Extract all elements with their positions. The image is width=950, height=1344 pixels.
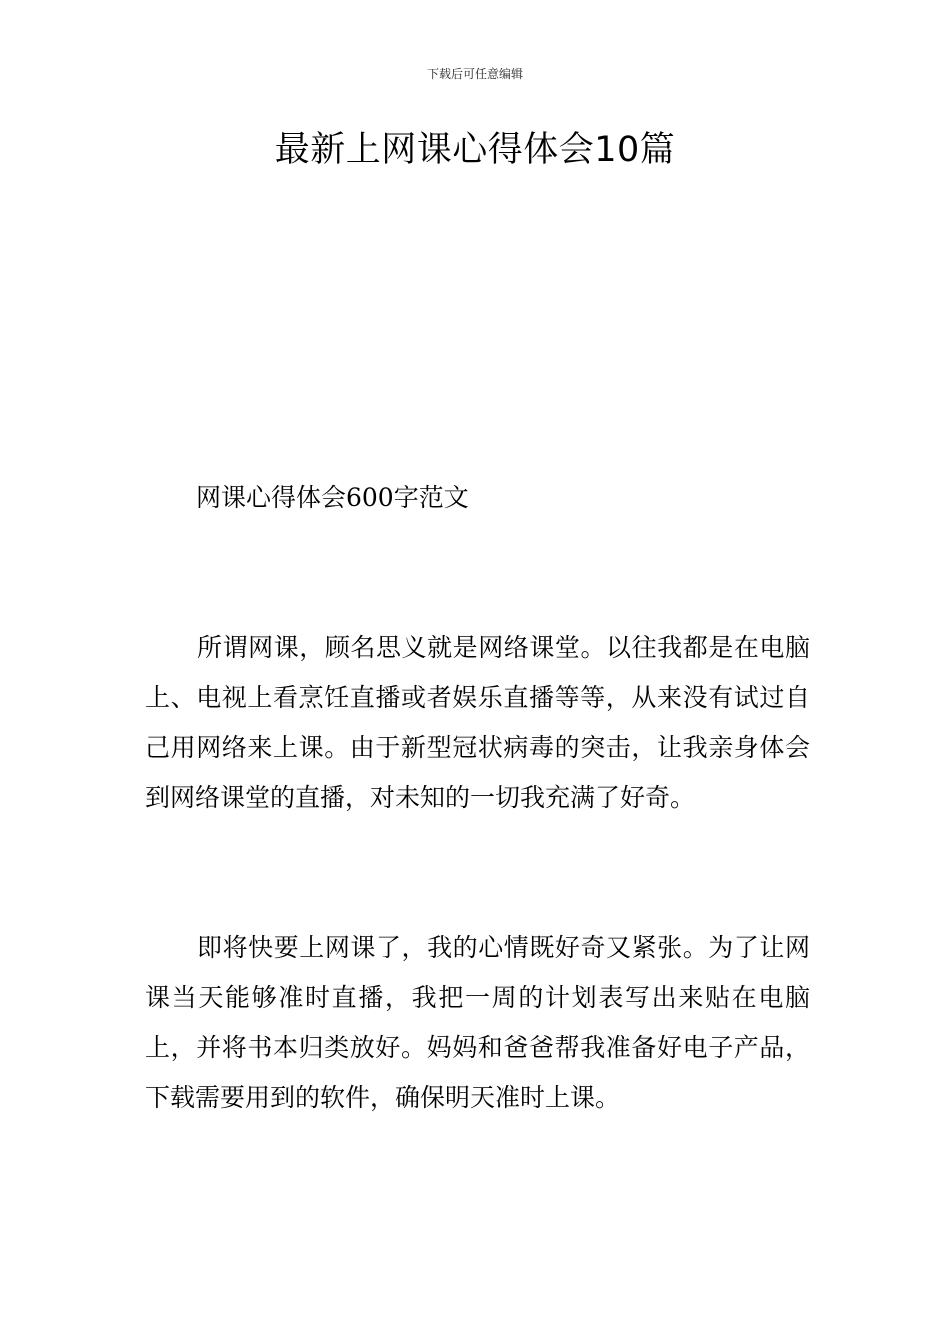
body-paragraph: 所谓网课，顾名思义就是网络课堂。以往我都是在电脑上、电视上看烹饪直播或者娱乐直播等等，从来没有试过自己用网络来上课。由于新型冠状病毒的突击，让我亲身体会到网络课堂的直播，对未知的一切我充满了好奇。 xyxy=(145,633,810,812)
body-paragraph: 即将快要上网课了，我的心情既好奇又紧张。为了让网课当天能够准时直播，我把一周的计划表写出来贴在电脑上，并将书本归类放好。妈妈和爸爸帮我准备好电子产品，下载需要用到的软件，确保明天准时上课。 xyxy=(145,933,810,1112)
header-note: 下载后可任意编辑 xyxy=(426,67,523,81)
document-title: 最新上网课心得体会10篇 xyxy=(274,130,676,170)
section-heading: 网课心得体会600字范文 xyxy=(196,483,469,512)
